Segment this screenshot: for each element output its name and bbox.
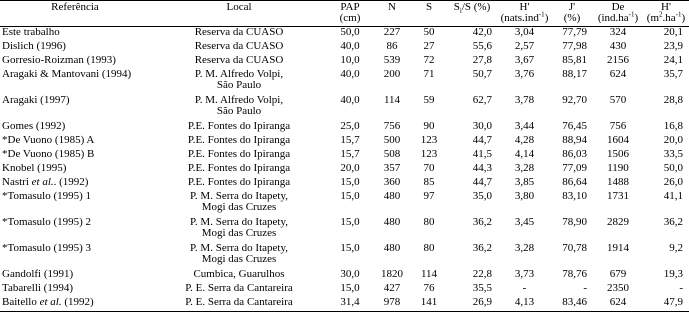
cell-j-evenness: 85,81	[562, 54, 587, 66]
cell-s: 72	[423, 54, 435, 66]
cell-h-diversity: 3,73	[514, 268, 535, 280]
cell-basal-area: 9,2	[669, 242, 683, 254]
cell-basal-area: -	[679, 282, 683, 294]
cell-n: 114	[383, 94, 401, 106]
cell-pap: 15,7	[340, 148, 360, 160]
cell-n: 1820	[381, 268, 403, 280]
cell-s: 97	[423, 190, 435, 202]
header-si-s: $S_i/S$ (%)	[446, 1, 498, 27]
header-referencia: Referência	[0, 1, 150, 27]
table-row	[0, 177, 689, 191]
table-row	[0, 163, 689, 177]
cell-n: 539	[383, 54, 401, 66]
cell-h-diversity: 3,78	[514, 94, 535, 106]
table-row	[0, 27, 689, 42]
table-row	[0, 135, 689, 149]
cell-basal-area: 19,3	[663, 268, 683, 280]
cell-pap: 15,0	[340, 190, 360, 202]
cell-j-evenness: 78,90	[562, 216, 587, 228]
cell-pap: 10,0	[340, 54, 360, 66]
cell-s: 114	[420, 268, 438, 280]
cell-basal-area: 35,7	[663, 68, 683, 80]
cell-pap: 40,0	[340, 94, 360, 106]
cell-si-s: 36,2	[472, 242, 492, 254]
cell-basal-area: 28,8	[663, 94, 683, 106]
cell-density: 1506	[607, 148, 629, 160]
cell-density: 2156	[607, 54, 629, 66]
cell-referencia: Knobel (1995)	[2, 162, 67, 174]
cell-referencia: Dislich (1996)	[2, 40, 66, 52]
cell-density: 2829	[607, 216, 629, 228]
cell-n: 86	[386, 40, 398, 52]
table-row	[0, 55, 689, 69]
cell-h-diversity: 3,44	[514, 120, 535, 132]
cell-s: 59	[423, 94, 435, 106]
cell-s: 27	[423, 40, 435, 52]
cell-density: 1190	[607, 162, 629, 174]
cell-s: 76	[423, 282, 435, 294]
cell-s: 80	[423, 242, 435, 254]
cell-referencia: Tabarelli (1994)	[2, 282, 74, 294]
header-s: S	[412, 1, 446, 27]
cell-si-s: 44,7	[472, 176, 492, 188]
cell-pap: 50,0	[340, 26, 360, 38]
cell-basal-area: 23,9	[663, 40, 683, 52]
cell-n: 427	[383, 282, 401, 294]
cell-referencia: Gorresio-Roizman (1993)	[2, 54, 116, 66]
header-density: De $(ind.ha^{-1})$	[593, 1, 643, 27]
cell-h-diversity: 3,67	[514, 54, 535, 66]
cell-h-diversity: 3,04	[514, 26, 535, 38]
cell-si-s: 62,7	[472, 94, 492, 106]
cell-referencia: *Tomasulo (1995) 2	[2, 216, 92, 228]
header-h-diversity: H' (nats.ind$^{-1}$)	[498, 1, 551, 27]
cell-h-diversity: 3,45	[514, 216, 535, 228]
cell-s: 141	[412, 297, 446, 312]
cell-referencia: *Tomasulo (1995) 3	[2, 242, 92, 254]
cell-density: 430	[609, 40, 627, 52]
cell-local: Reserva da CUASO	[194, 40, 284, 52]
cell-local: P. E. Serra da Cantareira	[150, 297, 328, 312]
cell-j-evenness: 88,94	[562, 134, 587, 146]
cell-si-s: 22,8	[472, 268, 492, 280]
cell-local: Cumbica, Guarulhos	[193, 268, 285, 280]
cell-h-diversity: -	[522, 282, 527, 294]
cell-s: 80	[423, 216, 435, 228]
cell-h-diversity: 3,80	[514, 190, 535, 202]
table-row	[0, 283, 689, 297]
cell-s: 85	[423, 176, 435, 188]
cell-si-s: 50,7	[472, 68, 492, 80]
cell-local: P.E. Fontes do Ipiranga	[187, 162, 291, 174]
table-row	[0, 297, 689, 312]
cell-basal-area: 50,0	[663, 162, 683, 174]
cell-referencia: Baitello et al. (1992)	[0, 297, 150, 312]
cell-j-evenness: 86,64	[562, 176, 587, 188]
cell-local: Reserva da CUASO	[194, 54, 284, 66]
cell-local: P. M. Serra do Itapety, Mogi das Cruzes	[190, 242, 288, 265]
header-j-evenness: J' (%)	[551, 1, 593, 27]
cell-si-s: 44,7	[472, 134, 492, 146]
cell-local: Reserva da CUASO	[194, 26, 284, 38]
cell-local: P. M. Serra do Itapety, Mogi das Cruzes	[190, 190, 288, 213]
cell-j-evenness: 77,98	[562, 40, 587, 52]
cell-pap: 15,0	[340, 176, 360, 188]
cell-local: P. M. Alfredo Volpi, São Paulo	[194, 94, 284, 117]
table-row	[0, 69, 689, 95]
table-body	[0, 27, 689, 312]
cell-h-diversity: 3,76	[514, 68, 535, 80]
cell-h-diversity: 4,13	[498, 297, 551, 312]
cell-n: 756	[383, 120, 401, 132]
cell-j-evenness: 77,09	[562, 162, 587, 174]
cell-basal-area: 26,0	[663, 176, 683, 188]
cell-pap: 40,0	[340, 68, 360, 80]
cell-si-s: 27,8	[472, 54, 492, 66]
cell-n: 480	[383, 190, 401, 202]
cell-local: P.E. Fontes do Ipiranga	[187, 120, 291, 132]
cell-basal-area: 24,1	[663, 54, 683, 66]
cell-si-s: 35,5	[472, 282, 492, 294]
cell-si-s: 35,0	[472, 190, 492, 202]
cell-j-evenness: 83,10	[562, 190, 587, 202]
cell-n: 978	[372, 297, 412, 312]
cell-si-s: 30,0	[472, 120, 492, 132]
cell-h-diversity: 3,28	[514, 162, 535, 174]
cell-density: 624	[593, 297, 643, 312]
table-row	[0, 149, 689, 163]
header-local: Local	[150, 1, 328, 27]
cell-density: 1604	[607, 134, 629, 146]
cell-h-diversity: 3,28	[514, 242, 535, 254]
table-row	[0, 243, 689, 269]
cell-local: P.E. Fontes do Ipiranga	[187, 148, 291, 160]
table-row	[0, 95, 689, 121]
cell-pap: 40,0	[340, 40, 360, 52]
cell-pap: 20,0	[340, 162, 360, 174]
cell-pap: 31,4	[328, 297, 372, 312]
cell-referencia: *Tomasulo (1995) 1	[2, 190, 92, 202]
cell-local: P. E. Serra da Cantareira	[185, 282, 293, 294]
cell-pap: 15,0	[340, 216, 360, 228]
cell-basal-area: 16,8	[663, 120, 683, 132]
cell-j-evenness: 76,45	[562, 120, 587, 132]
table-row	[0, 41, 689, 55]
cell-basal-area: 20,0	[663, 134, 683, 146]
cell-j-evenness: 86,03	[562, 148, 587, 160]
cell-si-s: 44,3	[472, 162, 492, 174]
cell-referencia: Gomes (1992)	[2, 120, 66, 132]
cell-pap: 15,0	[340, 282, 360, 294]
cell-density: 679	[609, 268, 627, 280]
cell-local: P.E. Fontes do Ipiranga	[187, 134, 291, 146]
cell-basal-area: 47,9	[643, 297, 689, 312]
cell-j-evenness: 77,79	[562, 26, 587, 38]
cell-referencia: Aragaki (1997)	[2, 94, 70, 106]
cell-density: 570	[609, 94, 627, 106]
cell-si-s: 26,9	[446, 297, 498, 312]
cell-si-s: 41,5	[472, 148, 492, 160]
cell-j-evenness: -	[583, 282, 587, 294]
table-row	[0, 217, 689, 243]
cell-referencia: Este trabalho	[2, 26, 60, 38]
cell-n: 508	[383, 148, 401, 160]
cell-si-s: 42,0	[472, 26, 492, 38]
cell-referencia: Nastri et al.. (1992)	[2, 176, 89, 188]
cell-density: 756	[609, 120, 627, 132]
cell-basal-area: 41,1	[663, 190, 683, 202]
cell-n: 357	[383, 162, 401, 174]
cell-h-diversity: 2,57	[514, 40, 535, 52]
cell-s: 90	[423, 120, 435, 132]
table-row	[0, 191, 689, 217]
cell-density: 1914	[607, 242, 629, 254]
cell-s: 70	[423, 162, 435, 174]
cell-j-evenness: 83,46	[551, 297, 593, 312]
cell-density: 1488	[607, 176, 629, 188]
header-pap: PAP (cm)	[328, 1, 372, 27]
cell-h-diversity: 3,85	[514, 176, 535, 188]
cell-referencia: Gandolfi (1991)	[2, 268, 74, 280]
cell-n: 480	[383, 216, 401, 228]
cell-pap: 15,7	[340, 134, 360, 146]
cell-n: 480	[383, 242, 401, 254]
cell-basal-area: 20,1	[663, 26, 683, 38]
cell-s: 123	[420, 148, 438, 160]
cell-s: 123	[420, 134, 438, 146]
cell-referencia: Aragaki & Mantovani (1994)	[2, 68, 132, 80]
cell-referencia: *De Vuono (1985) B	[2, 148, 95, 160]
cell-s: 71	[423, 68, 435, 80]
cell-pap: 25,0	[340, 120, 360, 132]
cell-density: 2350	[607, 282, 629, 294]
cell-n: 360	[383, 176, 401, 188]
cell-local: P.E. Fontes do Ipiranga	[187, 176, 291, 188]
cell-h-diversity: 4,28	[514, 134, 535, 146]
cell-local: P. M. Serra do Itapety, Mogi das Cruzes	[190, 216, 288, 239]
header-n: N	[372, 1, 412, 27]
cell-h-diversity: 4,14	[514, 148, 535, 160]
cell-basal-area: 36,2	[663, 216, 683, 228]
cell-pap: 15,0	[340, 242, 360, 254]
cell-basal-area: 33,5	[663, 148, 683, 160]
cell-j-evenness: 92,70	[562, 94, 587, 106]
cell-s: 50	[423, 26, 435, 38]
cell-j-evenness: 78,76	[562, 268, 587, 280]
cell-density: 624	[609, 68, 627, 80]
cell-n: 227	[383, 26, 401, 38]
table-header-row	[0, 1, 689, 27]
cell-n: 200	[383, 68, 401, 80]
cell-j-evenness: 88,17	[562, 68, 587, 80]
table-row	[0, 269, 689, 283]
table-row	[0, 121, 689, 135]
cell-n: 500	[383, 134, 401, 146]
cell-density: 324	[609, 26, 627, 38]
header-basal-area: H' $(m^2.ha^{-1})$	[643, 1, 689, 27]
cell-referencia: *De Vuono (1985) A	[2, 134, 95, 146]
cell-si-s: 55,6	[472, 40, 492, 52]
cell-density: 1731	[607, 190, 629, 202]
cell-si-s: 36,2	[472, 216, 492, 228]
cell-j-evenness: 70,78	[562, 242, 587, 254]
cell-pap: 30,0	[340, 268, 360, 280]
cell-local: P. M. Alfredo Volpi, São Paulo	[194, 68, 284, 91]
